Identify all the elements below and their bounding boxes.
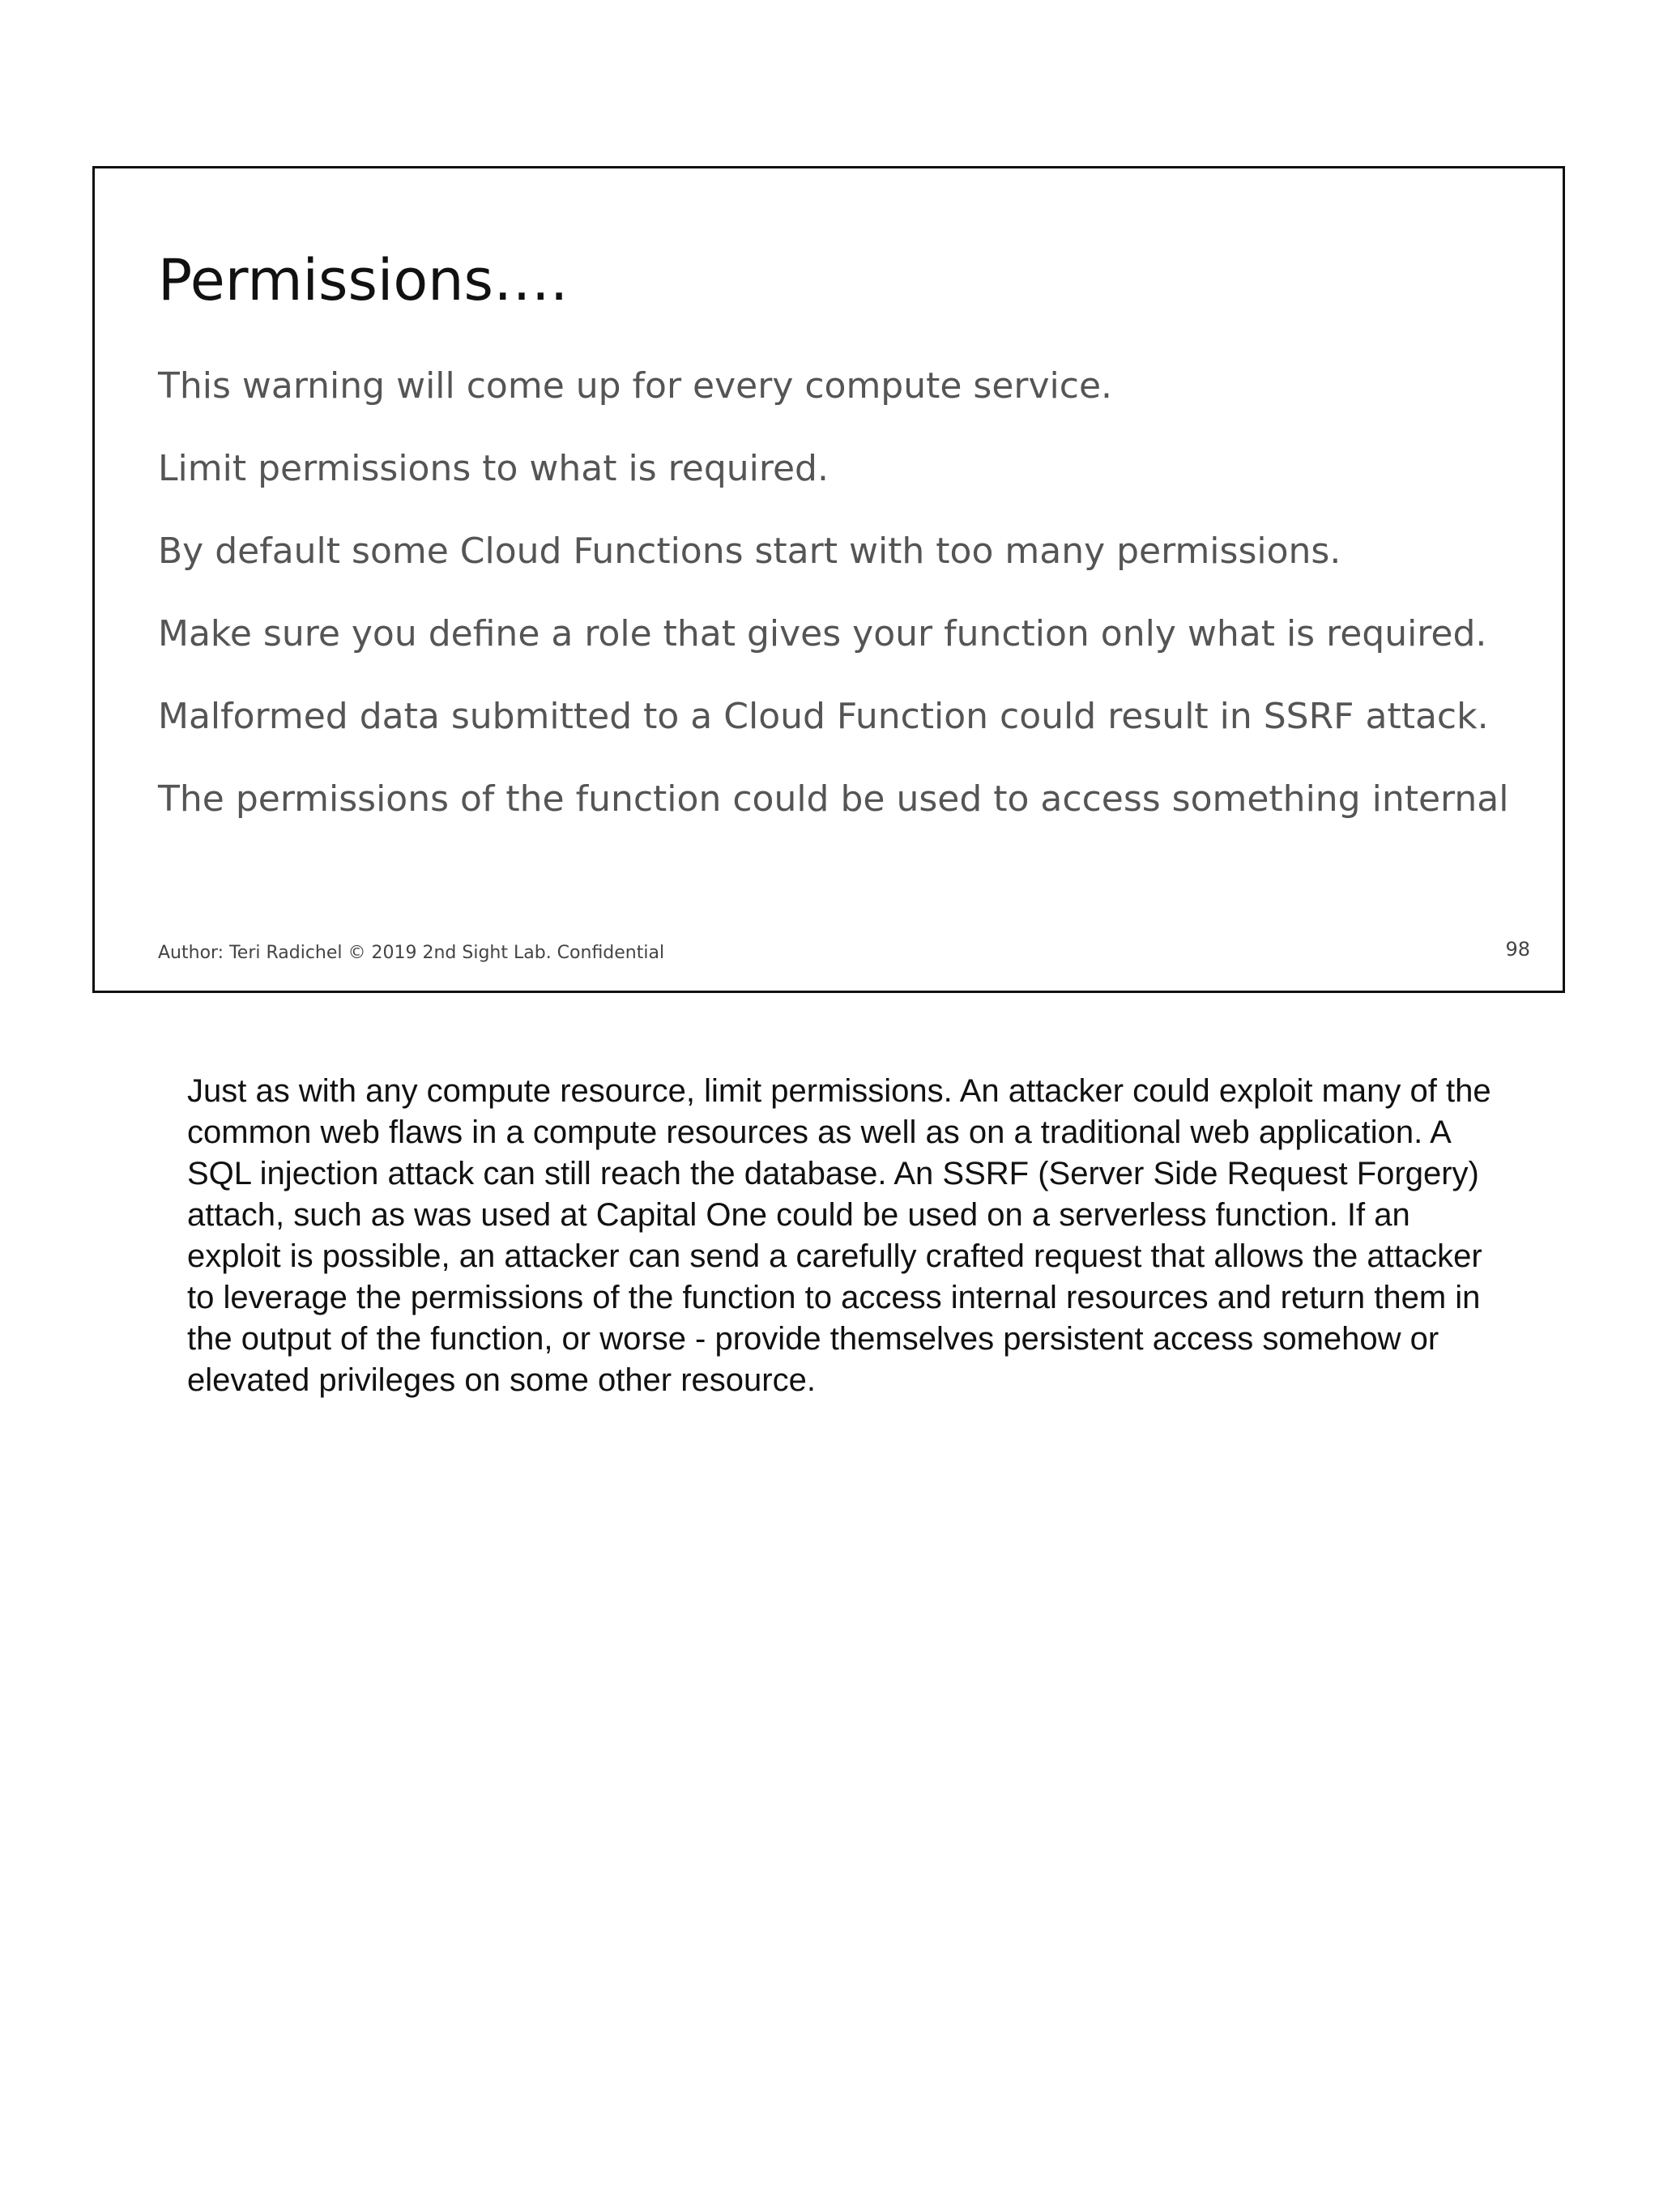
speaker-notes: Just as with any compute resource, limit permissions. An attacker could exploit many of the common web flaws in a compute resources as well as on a traditional web application. A SQL injection attack can still reach the database. An SSRF (Server Side Request Forgery) attach, such as was used at Capital One could be used on a serverless function. If an exploit is possible, an attacker can send a carefully crafted request that allows the attacker to leverage the permissions of the function to access internal resources and return them in the output of the function, or worse - provide themselves persistent access somehow or elevated privileges on some other resource. — [187, 1073, 1491, 1398]
slide-footer: Author: Teri Radichel © 2019 2nd Sight Lab. Confidential — [158, 943, 665, 963]
bullet-item: By default some Cloud Functions start with too many permissions. — [158, 531, 1341, 572]
bullet-item: Malformed data submitted to a Cloud Function could result in SSRF attack. — [158, 696, 1489, 737]
bullet-list — [158, 363, 1551, 859]
bullet-item: Limit permissions to what is required. — [158, 448, 829, 489]
slide-frame — [92, 166, 1565, 993]
bullet-item: Make sure you define a role that gives your function only what is required. — [158, 613, 1487, 654]
slide-number: 98 — [1505, 938, 1530, 961]
bullet-item: This warning will come up for every compute service. — [158, 365, 1113, 407]
bullet-item: The permissions of the function could be used to access something internal — [158, 778, 1509, 820]
slide-title: Permissions…. — [158, 247, 569, 313]
